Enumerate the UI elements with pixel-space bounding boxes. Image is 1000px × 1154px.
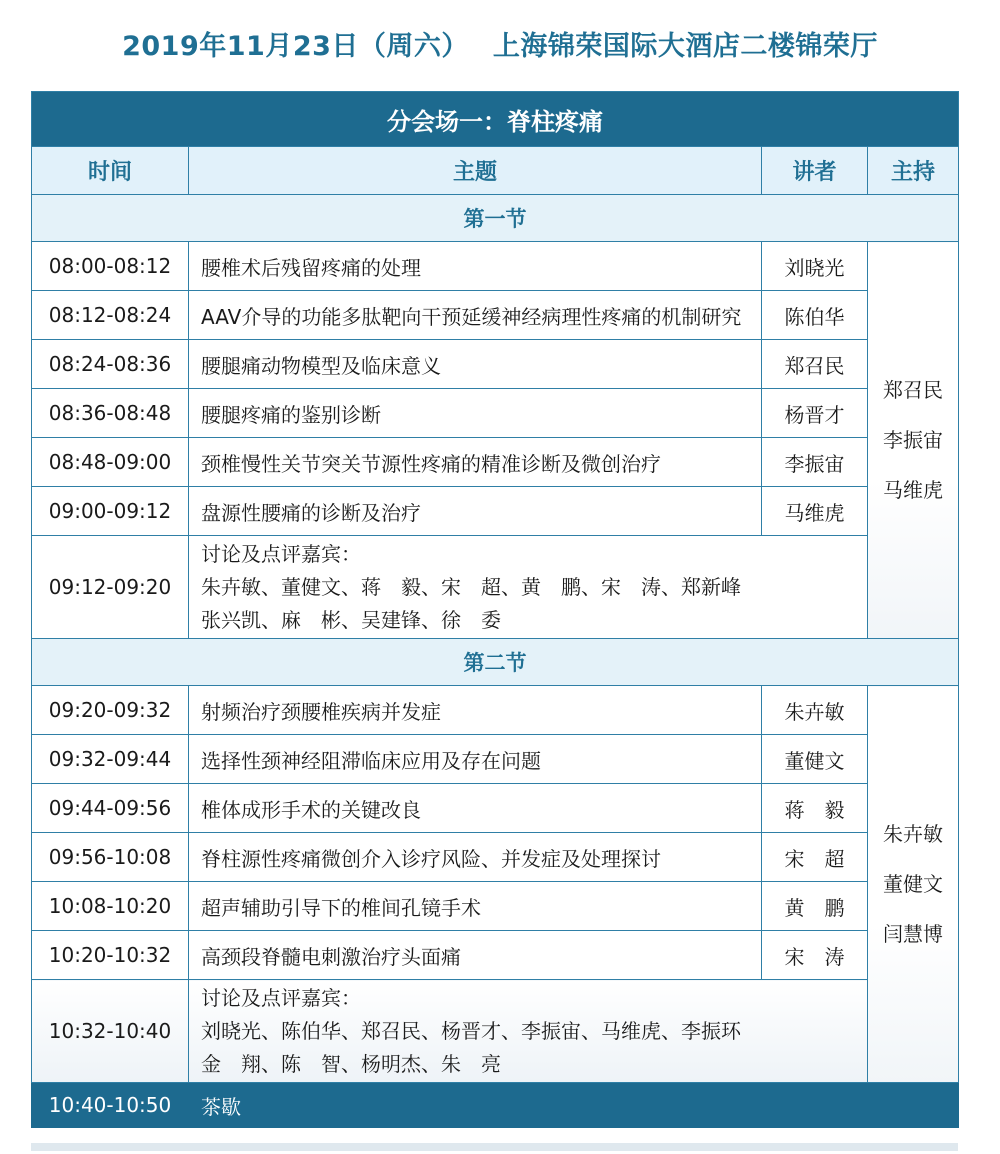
table-row xyxy=(32,735,959,784)
host-name: 郑召民 xyxy=(883,378,943,402)
row-time: 08:24-08:36 xyxy=(32,340,189,389)
discussion-row xyxy=(32,980,959,1083)
row-speaker: 陈伯华 xyxy=(762,291,868,340)
row-topic: 腰腿痛动物模型及临床意义 xyxy=(189,340,762,389)
table-row xyxy=(32,340,959,389)
row-speaker: 刘晓光 xyxy=(762,242,868,291)
table-row xyxy=(32,833,959,882)
host-name: 马维虎 xyxy=(883,478,943,502)
row-time: 08:36-08:48 xyxy=(32,389,189,438)
column-header-host: 主持 xyxy=(868,147,959,195)
row-topic: 脊柱源性疼痛微创介入诊疗风险、并发症及处理探讨 xyxy=(189,833,762,882)
row-time: 10:32-10:40 xyxy=(32,980,189,1083)
row-speaker: 蒋 毅 xyxy=(762,784,868,833)
table-row xyxy=(32,686,959,735)
row-speaker: 郑召民 xyxy=(762,340,868,389)
row-speaker: 杨晋才 xyxy=(762,389,868,438)
row-time: 09:32-09:44 xyxy=(32,735,189,784)
table-row xyxy=(32,242,959,291)
host-name: 闫慧博 xyxy=(883,922,943,946)
section-label: 第一节 xyxy=(32,195,959,242)
row-time: 10:08-10:20 xyxy=(32,882,189,931)
row-topic: 选择性颈神经阻滞临床应用及存在问题 xyxy=(189,735,762,784)
bottom-divider xyxy=(31,1143,958,1151)
row-time: 09:00-09:12 xyxy=(32,487,189,536)
row-speaker: 宋 涛 xyxy=(762,931,868,980)
break-time: 10:40-10:50 xyxy=(32,1083,189,1128)
row-speaker: 宋 超 xyxy=(762,833,868,882)
schedule-table xyxy=(31,91,959,1128)
row-time: 08:48-09:00 xyxy=(32,438,189,487)
table-row xyxy=(32,882,959,931)
row-topic: 椎体成形手术的关键改良 xyxy=(189,784,762,833)
host-name: 李振宙 xyxy=(883,428,943,452)
table-row xyxy=(32,931,959,980)
section-hosts xyxy=(868,686,959,1083)
discussion-guests xyxy=(189,536,868,639)
row-topic: 高颈段脊髓电刺激治疗头面痛 xyxy=(189,931,762,980)
discussion-line: 讨论及点评嘉宾： xyxy=(201,985,361,1010)
row-time: 08:00-08:12 xyxy=(32,242,189,291)
row-topic: 腰椎术后残留疼痛的处理 xyxy=(189,242,762,291)
row-topic: 射频治疗颈腰椎疾病并发症 xyxy=(189,686,762,735)
event-venue: 上海锦荣国际大酒店二楼锦荣厅 xyxy=(492,30,878,62)
table-row xyxy=(32,784,959,833)
discussion-line: 朱卉敏、董健文、蒋 毅、宋 超、黄 鹏、宋 涛、郑新峰 xyxy=(201,574,741,599)
host-name: 董健文 xyxy=(883,872,943,896)
discussion-line: 张兴凯、麻 彬、吴建锋、徐 委 xyxy=(201,607,501,632)
row-time: 09:44-09:56 xyxy=(32,784,189,833)
row-time: 10:20-10:32 xyxy=(32,931,189,980)
column-header-time: 时间 xyxy=(32,147,189,195)
column-header-topic: 主题 xyxy=(189,147,762,195)
row-time: 08:12-08:24 xyxy=(32,291,189,340)
row-speaker: 黄 鹏 xyxy=(762,882,868,931)
row-topic: AAV介导的功能多肽靶向干预延缓神经病理性疼痛的机制研究 xyxy=(189,291,762,340)
row-topic: 腰腿疼痛的鉴别诊断 xyxy=(189,389,762,438)
break-label: 茶歇 xyxy=(189,1083,959,1128)
column-header-speaker: 讲者 xyxy=(762,147,868,195)
break-row xyxy=(32,1083,959,1128)
discussion-guests xyxy=(189,980,868,1083)
page-header xyxy=(0,0,1000,86)
discussion-line: 讨论及点评嘉宾： xyxy=(201,541,361,566)
table-row xyxy=(32,291,959,340)
row-speaker: 马维虎 xyxy=(762,487,868,536)
table-title: 分会场一：脊柱疼痛 xyxy=(32,92,959,147)
row-time: 09:20-09:32 xyxy=(32,686,189,735)
section-label: 第二节 xyxy=(32,639,959,686)
row-time: 09:12-09:20 xyxy=(32,536,189,639)
column-header-row xyxy=(32,147,959,195)
row-topic: 颈椎慢性关节突关节源性疼痛的精准诊断及微创治疗 xyxy=(189,438,762,487)
section-hosts xyxy=(868,242,959,639)
discussion-line: 刘晓光、陈伯华、郑召民、杨晋才、李振宙、马维虎、李振环 xyxy=(201,1018,741,1043)
discussion-row xyxy=(32,536,959,639)
row-speaker: 朱卉敏 xyxy=(762,686,868,735)
table-row xyxy=(32,438,959,487)
row-topic: 盘源性腰痛的诊断及治疗 xyxy=(189,487,762,536)
row-time: 09:56-10:08 xyxy=(32,833,189,882)
host-name: 朱卉敏 xyxy=(883,822,943,846)
table-row xyxy=(32,389,959,438)
row-speaker: 董健文 xyxy=(762,735,868,784)
row-topic: 超声辅助引导下的椎间孔镜手术 xyxy=(189,882,762,931)
table-row xyxy=(32,487,959,536)
discussion-line: 金 翔、陈 智、杨明杰、朱 亮 xyxy=(201,1051,501,1076)
event-date: 2019年11月23日（周六） xyxy=(122,30,469,62)
row-speaker: 李振宙 xyxy=(762,438,868,487)
